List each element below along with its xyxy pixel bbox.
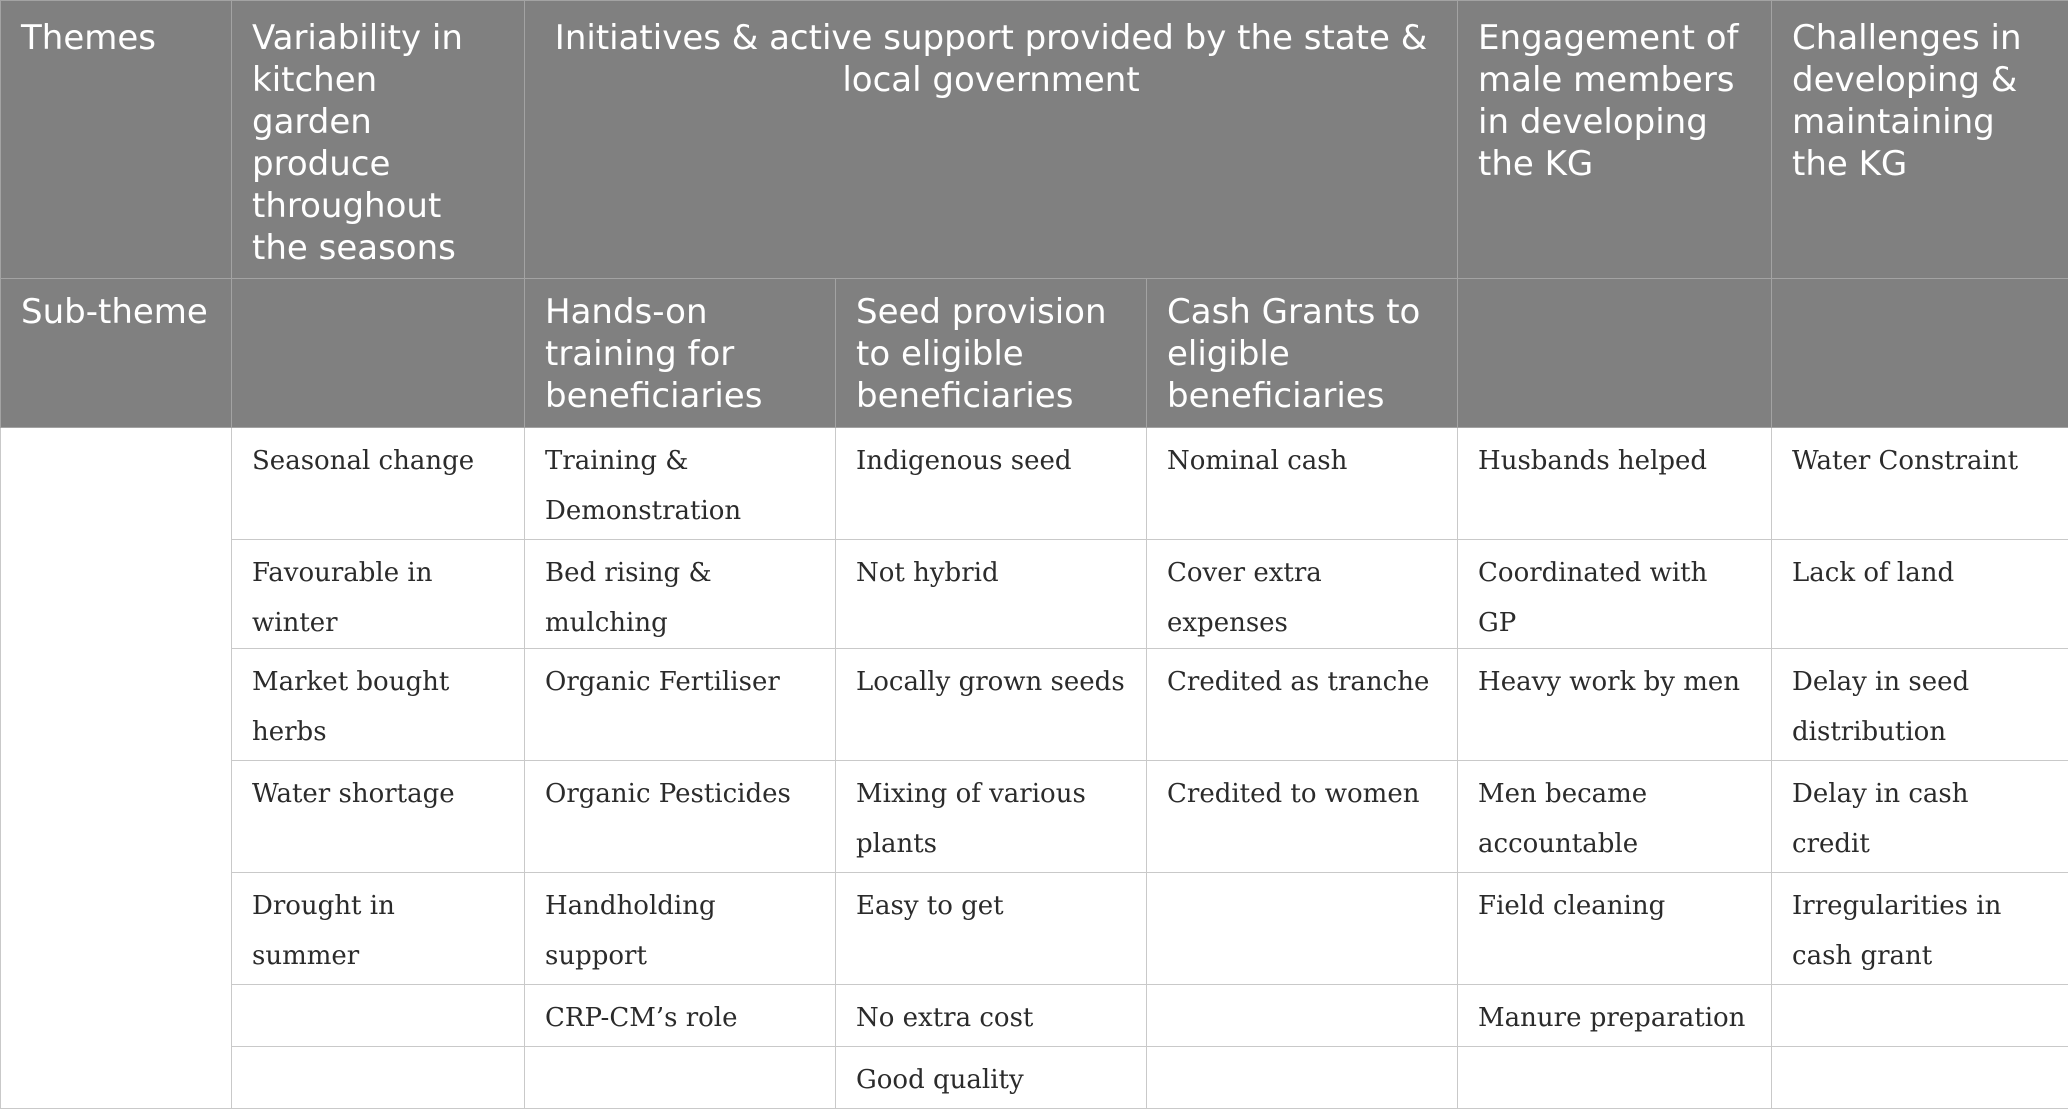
cell-cash: Cover extra expenses <box>1147 540 1458 649</box>
cell-variability: Market bought herbs <box>232 649 525 761</box>
cell-training: Organic Pesticides <box>525 761 836 873</box>
cell-cash: Nominal cash <box>1147 428 1458 540</box>
cell-training <box>525 1047 836 1109</box>
cell-engagement: Manure preparation <box>1458 985 1772 1047</box>
subheader-seed: Seed provision to eligible beneficiaries <box>836 279 1147 428</box>
cell-training: Organic Fertiliser <box>525 649 836 761</box>
cell-cash: Credited to women <box>1147 761 1458 873</box>
cell-engagement <box>1458 1047 1772 1109</box>
cell-seed: Easy to get <box>836 873 1147 985</box>
cell-seed: Mixing of various plants <box>836 761 1147 873</box>
cell-seed: Good quality <box>836 1047 1147 1109</box>
cell-variability: Seasonal change <box>232 428 525 540</box>
cell-seed: Locally grown seeds <box>836 649 1147 761</box>
subheader-cash: Cash Grants to eligible beneficiaries <box>1147 279 1458 428</box>
cell-variability: Favourable in winter <box>232 540 525 649</box>
subtheme-column-cell <box>1 428 232 1109</box>
cell-engagement: Men became accountable <box>1458 761 1772 873</box>
subheader-empty-variability <box>232 279 525 428</box>
cell-challenges <box>1772 985 2068 1047</box>
table-row <box>1 985 2068 1047</box>
cell-engagement: Coordinated with GP <box>1458 540 1772 649</box>
subheader-subtheme: Sub-theme <box>1 279 232 428</box>
table-row <box>1 1047 2068 1109</box>
cell-challenges <box>1772 1047 2068 1109</box>
header-row <box>1 1 2068 279</box>
cell-challenges: Lack of land <box>1772 540 2068 649</box>
cell-challenges: Water Constraint <box>1772 428 2068 540</box>
cell-seed: No extra cost <box>836 985 1147 1047</box>
cell-challenges: Delay in seed distribution <box>1772 649 2068 761</box>
header-variability: Variability in kitchen garden produce throughout the seasons <box>232 1 525 279</box>
header-challenges: Challenges in developing & maintaining the KG <box>1772 1 2068 279</box>
cell-training: Bed rising & mulching <box>525 540 836 649</box>
cell-cash <box>1147 873 1458 985</box>
cell-cash <box>1147 985 1458 1047</box>
cell-seed: Not hybrid <box>836 540 1147 649</box>
table-row <box>1 761 2068 873</box>
header-engagement: Engagement of male members in developing the KG <box>1458 1 1772 279</box>
cell-training: Training & Demonstration <box>525 428 836 540</box>
cell-cash: Credited as tranche <box>1147 649 1458 761</box>
table-row <box>1 540 2068 649</box>
table-row <box>1 649 2068 761</box>
cell-engagement: Field cleaning <box>1458 873 1772 985</box>
table-row <box>1 428 2068 540</box>
cell-seed: Indigenous seed <box>836 428 1147 540</box>
cell-engagement: Husbands helped <box>1458 428 1772 540</box>
cell-variability <box>232 985 525 1047</box>
subheader-empty-engagement <box>1458 279 1772 428</box>
header-themes: Themes <box>1 1 232 279</box>
table-row <box>1 873 2068 985</box>
subheader-hands-on: Hands-on training for beneficiaries <box>525 279 836 428</box>
cell-challenges: Delay in cash credit <box>1772 761 2068 873</box>
cell-training: CRP-CM’s role <box>525 985 836 1047</box>
header-initiatives: Initiatives & active support provided by the state & local government <box>525 1 1458 279</box>
subheader-empty-challenges <box>1772 279 2068 428</box>
cell-variability: Drought in summer <box>232 873 525 985</box>
cell-challenges: Irregularities in cash grant <box>1772 873 2068 985</box>
subheader-row <box>1 279 2068 428</box>
cell-engagement: Heavy work by men <box>1458 649 1772 761</box>
cell-cash <box>1147 1047 1458 1109</box>
cell-variability: Water shortage <box>232 761 525 873</box>
cell-training: Handholding support <box>525 873 836 985</box>
cell-variability <box>232 1047 525 1109</box>
